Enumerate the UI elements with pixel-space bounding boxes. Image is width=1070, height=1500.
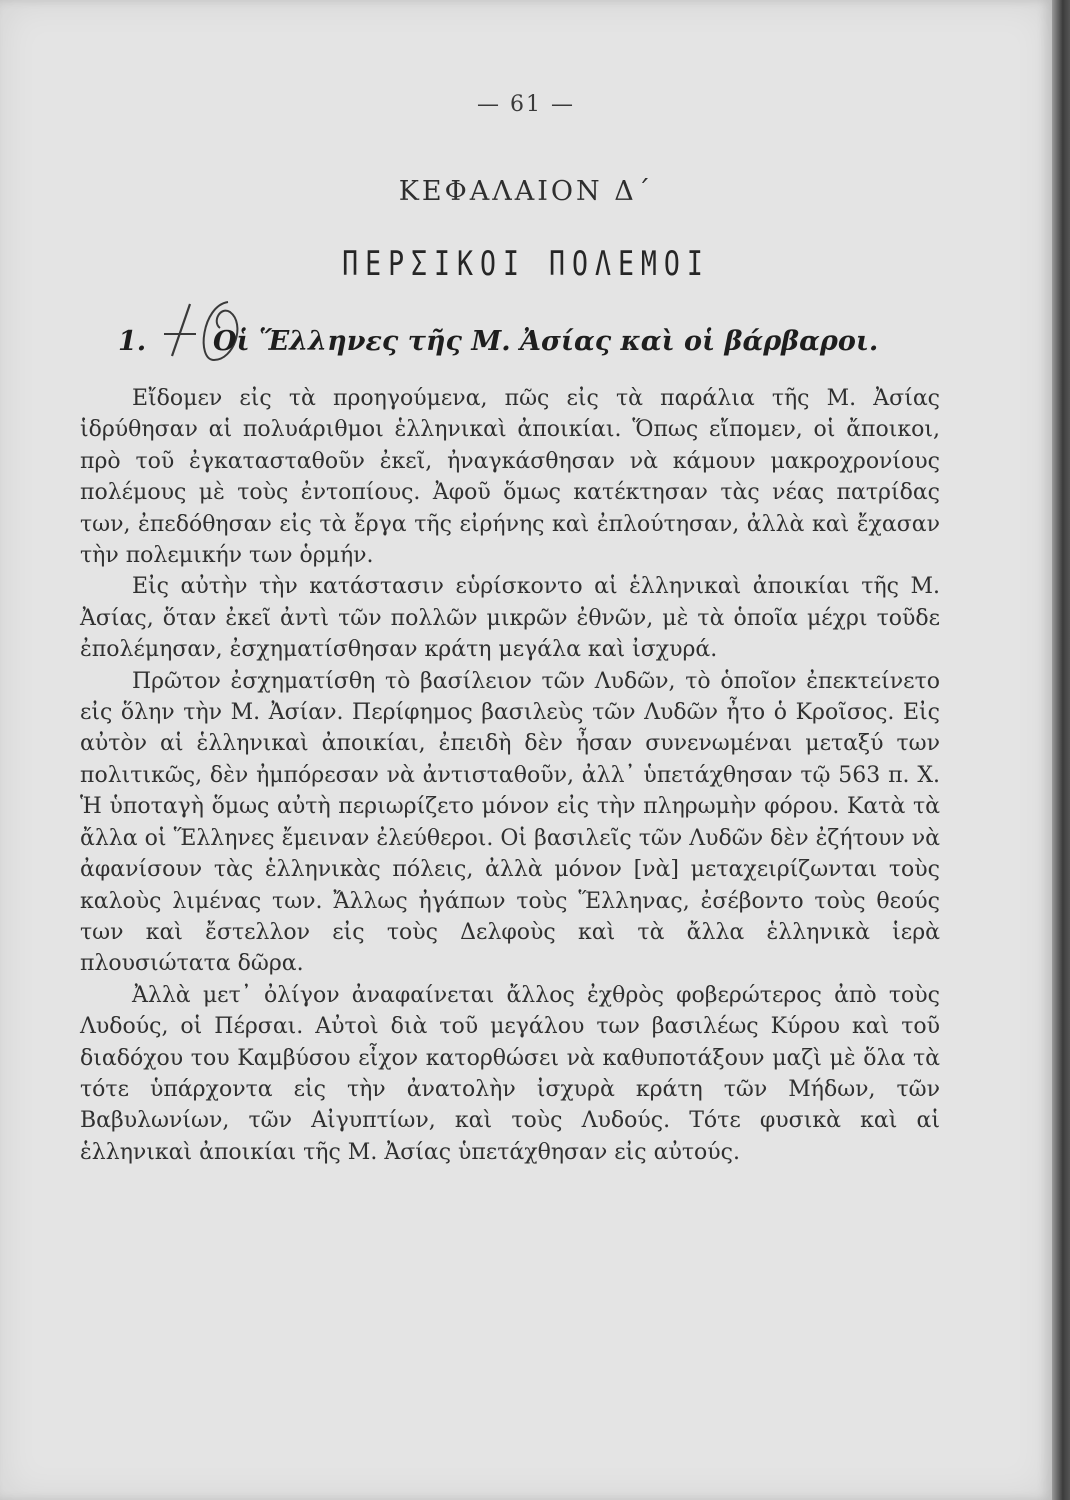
subsection-number: 1.: [118, 326, 147, 357]
chapter-label: ΚΕΦΑΛΑΙΟΝ Δ΄: [398, 176, 654, 207]
paragraph: Εἰς αὐτὴν τὴν κατάστασιν εὑρίσκοντο αἱ ἑλληνικαὶ ἀποικίαι τῆς Μ. Ἀσίας, ὅταν ἐκεῖ ἀντὶ τῶν πολλῶν μικρῶν ἐθνῶν, μὲ τὰ ὁποῖα μέχρι τοῦδε ἐπολέμησαν, ἐσχηματίσθησαν κράτη μεγάλα καὶ ἰσχυρά.: [80, 574, 940, 663]
paragraph: Εἴδομεν εἰς τὰ προηγούμενα, πῶς εἰς τὰ παράλια τῆς Μ. Ἀσίας ἱδρύθησαν αἱ πολυάριθμοι ἑλληνικαὶ ἀποικίαι. Ὅπως εἴπομεν, οἱ ἄποικοι, πρὸ τοῦ ἐγκατασταθοῦν ἐκεῖ, ἠναγκάσθησαν νὰ κάμουν μακροχρονίους πολέμους μὲ τοὺς ἐντοπίους. Ἀφοῦ ὅμως κατέκτησαν τὰς νέας πατρίδας των, ἐπεδόθησαν εἰς τὰ ἔργα τῆς εἰρήνης καὶ ἐπλούτησαν, ἀλλὰ καὶ ἔχασαν τὴν πολεμικήν των ὁρμήν.: [80, 386, 940, 569]
paragraph: Πρῶτον ἐσχηματίσθη τὸ βασίλειον τῶν Λυδῶν, τὸ ὁποῖον ἐπεκτείνετο εἰς ὅλην τὴν Μ. Ἀσίαν. Περίφημος βασιλεὺς τῶν Λυδῶν ἦτο ὁ Κροῖσος. Εἰς αὐτὸν αἱ ἑλληνικαὶ ἀποικίαι, ἐπειδὴ δὲν ἦσαν συνενωμέναι μεταξύ των πολιτικῶς, δὲν ἠμπόρεσαν νὰ ἀντισταθοῦν, ἀλλ᾽ ὑπετάχθησαν τῷ 563 π. Χ. Ἡ ὑποταγὴ ὅμως αὐτὴ περιωρίζετο μόνον εἰς τὴν πληρωμὴν φόρου. Κατὰ τὰ ἄλλα οἱ Ἕλληνες ἔμειναν ἐλεύθεροι. Οἱ βασιλεῖς τῶν Λυδῶν δὲν ἐζήτουν νὰ ἀφανίσουν τὰς ἑλληνικὰς πόλεις, ἀλλὰ μόνον [νὰ] μεταχειρίζωνται τοὺς καλοὺς λιμένας των. Ἄλλως ἠγάπων τοὺς Ἕλληνας, ἐσέβοντο τοὺς θεούς των καὶ ἔστελλον εἰς τοὺς Δελφοὺς καὶ τὰ ἄλλα ἑλληνικὰ ἱερὰ πλουσιώτατα δῶρα.: [80, 668, 940, 977]
subsection-heading: [118, 326, 978, 357]
body-text: [80, 383, 940, 1168]
book-page-edge: [1052, 0, 1070, 1500]
paragraph: Ἀλλὰ μετ᾽ ὀλίγον ἀναφαίνεται ἄλλος ἐχθρὸς φοβερώτερος ἀπὸ τοὺς Λυδούς, οἱ Πέρσαι. Αὐτοὶ διὰ τοῦ μεγάλου των βασιλέως Κύρου καὶ τοῦ διαδόχου του Καμβύσου εἶχον κατορθώσει νὰ καθυποτάξουν μαζὶ μὲ ὅλα τὰ τότε ὑπάρχοντα εἰς τὴν ἀνατολὴν ἰσχυρὰ κράτη τῶν Μήδων, τῶν Βαβυλωνίων, τῶν Αἰγυπτίων, καὶ τοὺς Λυδούς. Τότε φυσικὰ καὶ αἱ ἑλληνικαὶ ἀποικίαι τῆς Μ. Ἀσίας ὑπετάχθησαν εἰς αὐτούς.: [80, 982, 940, 1165]
section-title: ΠΕΡΣΙΚΟΙ ΠΟΛΕΜΟΙ: [342, 244, 710, 284]
subsection-title: Οἱ Ἕλληνες τῆς Μ. Ἀσίας καὶ οἱ βάρβαροι.: [213, 326, 879, 357]
page-number: — 61 —: [477, 92, 575, 117]
